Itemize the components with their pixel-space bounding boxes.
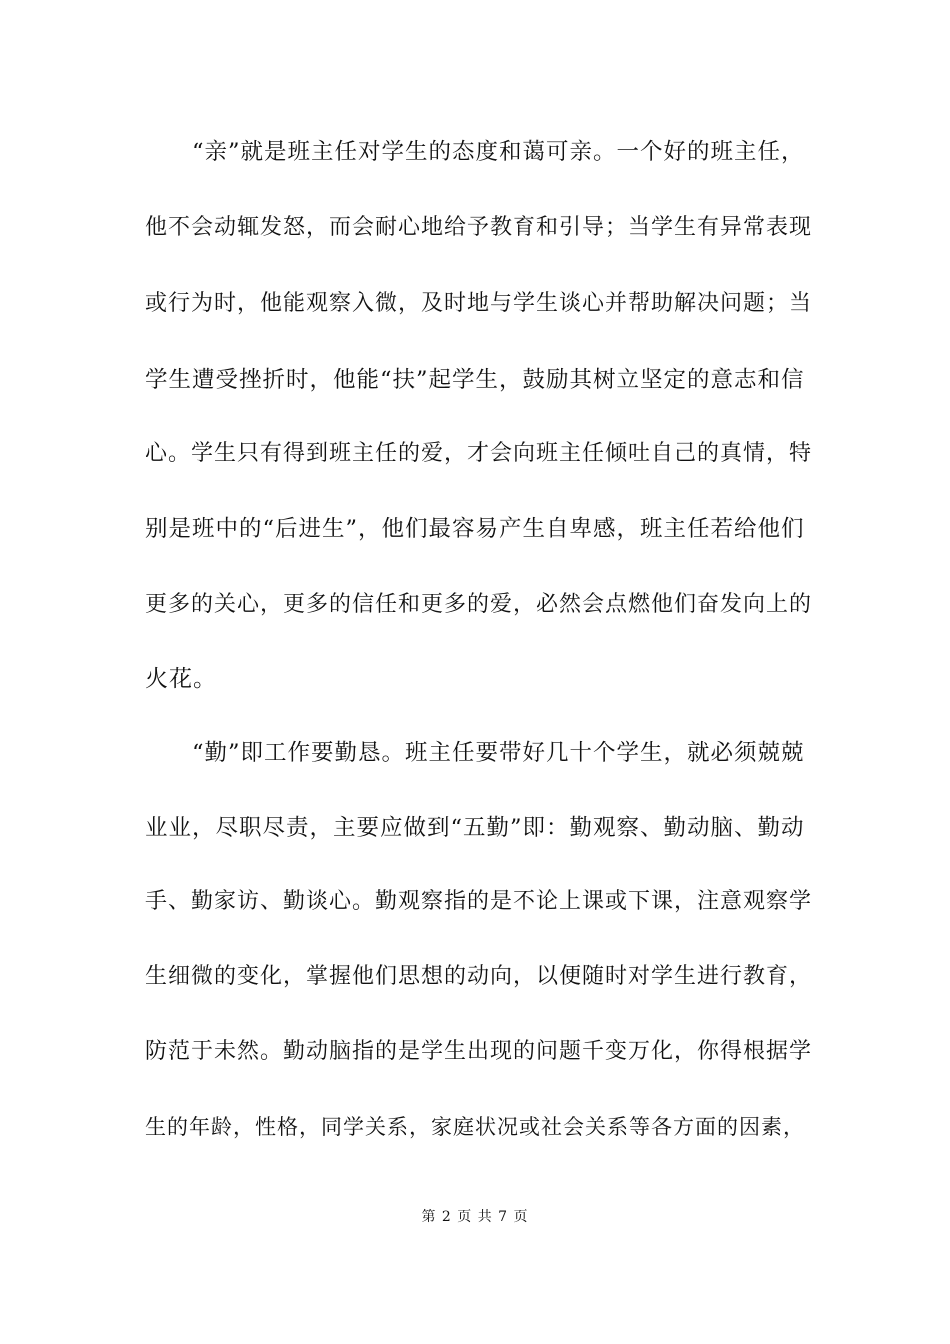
text-line: 生的年龄，性格，同学关系，家庭状况或社会关系等各方面的因素，	[145, 1115, 805, 1139]
text-line: 学生遭受挫折时，他能“扶”起学生，鼓励其树立坚定的意志和信	[145, 367, 805, 393]
text-line: 心。学生只有得到班主任的爱，才会向班主任倾吐自己的真情，特	[145, 441, 813, 466]
text-line: 业业，尽职尽责，主要应做到“五勤”即：勤观察、勤动脑、勤动	[145, 815, 805, 841]
text-line: 他不会动辄发怒，而会耐心地给予教育和引导；当学生有异常表现	[145, 215, 813, 240]
page-footer	[0, 1208, 950, 1226]
text-line: “勤”即工作要勤恳。班主任要带好几十个学生，就必须兢兢	[145, 740, 805, 766]
text-line: 手、勤家访、勤谈心。勤观察指的是不论上课或下课，注意观察学	[145, 889, 813, 914]
text-line: 或行为时，他能观察入微，及时地与学生谈心并帮助解决问题；当	[145, 291, 813, 316]
text-line: 防范于未然。勤动脑指的是学生出现的问题千变万化，你得根据学	[145, 1039, 813, 1064]
text-line: 更多的关心，更多的信任和更多的爱，必然会点燃他们奋发向上的	[145, 592, 813, 617]
text-line: 火花。	[145, 666, 217, 692]
text-line: “亲”就是班主任对学生的态度和蔼可亲。一个好的班主任，	[145, 139, 805, 165]
page-number: 第 2 页 共 7 页	[421, 1209, 529, 1225]
text-line: 生细微的变化，掌握他们思想的动向，以便随时对学生进行教育，	[145, 964, 813, 989]
text-line: 别是班中的“后进生”，他们最容易产生自卑感，班主任若给他们	[145, 516, 805, 542]
